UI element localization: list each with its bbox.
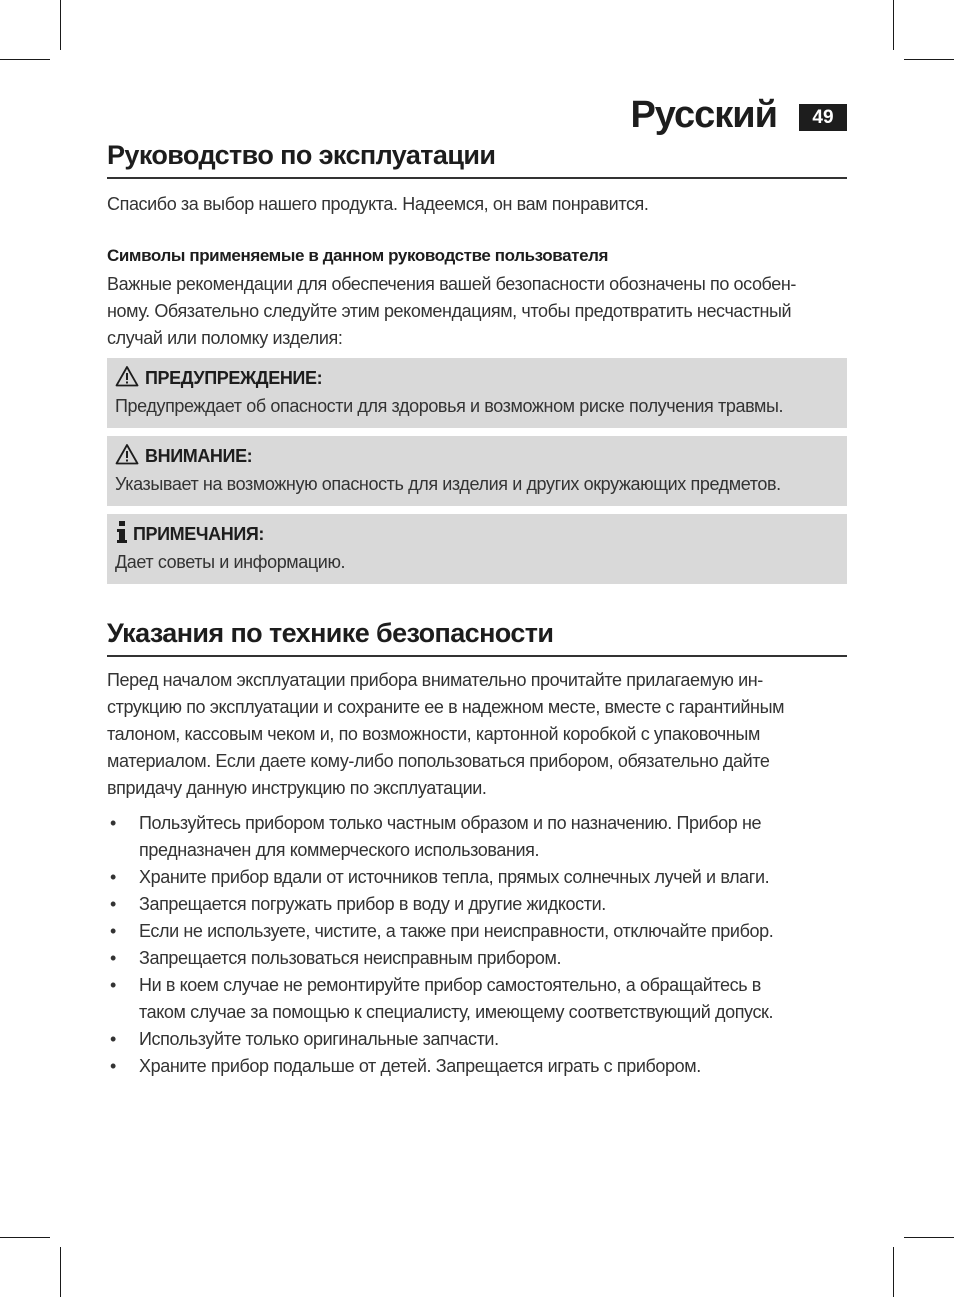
section-title-manual: Руководство по эксплуатации	[107, 140, 847, 179]
crop-mark	[60, 1247, 61, 1297]
box-title: ПРЕДУПРЕЖДЕНИЕ:	[145, 367, 323, 388]
symbols-heading: Символы применяемые в данном руководстве пользователя	[107, 246, 609, 265]
box-text: Указывает на возможную опасность для изделия и других окружающих предметов.	[115, 474, 781, 494]
list-item	[107, 1026, 847, 1053]
box-title: ПРИМЕЧАНИЯ:	[133, 523, 264, 544]
safety-intro	[107, 667, 847, 802]
section-title-safety: Указания по технике безопасности	[107, 618, 847, 657]
box-text: Дает советы и информацию.	[115, 552, 346, 572]
bullet-symbol: •	[110, 948, 116, 968]
list-item	[107, 918, 847, 945]
box-title: ВНИМАНИЕ:	[145, 445, 253, 466]
text-line: Храните прибор вдали от источников тепла, прямых солнечных лучей и влаги.	[139, 867, 770, 887]
warning-triangle-icon	[115, 365, 139, 392]
crop-mark	[60, 0, 61, 50]
text-line: талоном, кассовым чеком и, по возможности, картонной коробкой с упаковочным	[107, 724, 760, 744]
safety-list	[107, 810, 847, 1080]
text-line: Храните прибор подальше от детей. Запрещается играть с прибором.	[139, 1056, 701, 1076]
text-line: Используйте только оригинальные запчасти.	[139, 1029, 499, 1049]
page-number: 49	[799, 104, 847, 131]
crop-mark	[904, 59, 954, 60]
list-item	[107, 891, 847, 918]
list-item	[107, 945, 847, 972]
list-item	[107, 810, 847, 864]
box-text: Предупреждает об опасности для здоровья и возможном риске получения травмы.	[115, 396, 784, 416]
crop-mark	[0, 59, 50, 60]
text-line: Пользуйтесь прибором только частным образом и по назначению. Прибор не	[139, 813, 762, 833]
list-item	[107, 864, 847, 891]
crop-mark	[893, 1247, 894, 1297]
crop-mark	[0, 1237, 50, 1238]
caution-box	[107, 436, 847, 506]
text-line: Ни в коем случае не ремонтируйте прибор самостоятельно, а обращайтесь в	[139, 975, 761, 995]
crop-mark	[904, 1237, 954, 1238]
bullet-symbol: •	[110, 975, 116, 995]
bullet-symbol: •	[110, 867, 116, 887]
info-icon	[115, 520, 129, 549]
text-line: струкцию по эксплуатации и сохраните ее в надежном месте, вместе с гарантийным	[107, 697, 785, 717]
text-line: Важные рекомендации для обеспечения вашей безопасности обозначены по особен-	[107, 274, 797, 294]
note-box	[107, 514, 847, 584]
text-line: таком случае за помощью к специалисту, имеющему соответствующий допуск.	[139, 1002, 774, 1022]
text-line: Перед началом эксплуатации прибора внимательно прочитайте прилагаемую ин-	[107, 670, 763, 690]
text-line: ному. Обязательно следуйте этим рекомендациям, чтобы предотвратить несчастный	[107, 301, 792, 321]
crop-mark	[893, 0, 894, 50]
text-line: материалом. Если даете кому-либо попользоваться прибором, обязательно дайте	[107, 751, 770, 771]
text-line: впридачу данную инструкцию по эксплуатации.	[107, 778, 487, 798]
list-item	[107, 1053, 847, 1080]
text-line: предназначен для коммерческого использования.	[139, 840, 540, 860]
text-line: Запрещается погружать прибор в воду и другие жидкости.	[139, 894, 606, 914]
text-line: Если не используете, чистите, а также при неисправности, отключайте прибор.	[139, 921, 774, 941]
symbols-paragraph	[107, 271, 847, 352]
bullet-symbol: •	[110, 1029, 116, 1049]
bullet-symbol: •	[110, 921, 116, 941]
language-title: Русский	[630, 94, 777, 136]
bullet-symbol: •	[110, 813, 116, 833]
intro-text: Спасибо за выбор нашего продукта. Надеемся, он вам понравится.	[107, 194, 649, 214]
main-content	[107, 140, 847, 1080]
text-line: Запрещается пользоваться неисправным прибором.	[139, 948, 562, 968]
warning-triangle-icon	[115, 443, 139, 470]
bullet-symbol: •	[110, 1056, 116, 1076]
list-item	[107, 972, 847, 1026]
warning-box	[107, 358, 847, 428]
text-line: случай или поломку изделия:	[107, 328, 343, 348]
bullet-symbol: •	[110, 894, 116, 914]
